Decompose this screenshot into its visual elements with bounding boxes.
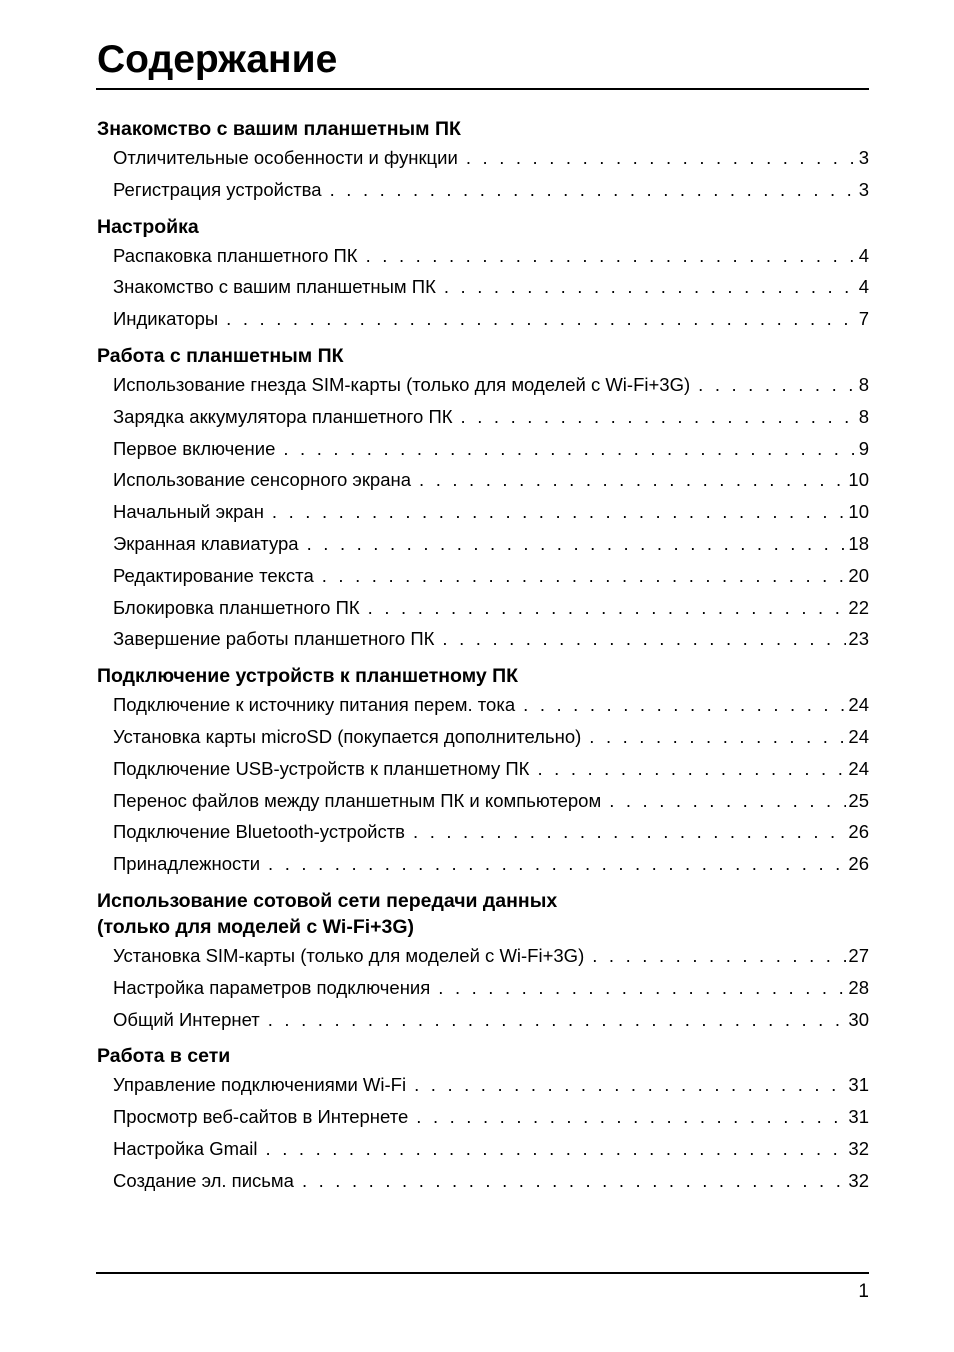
toc-entry-page: 31 [848,1106,869,1128]
dot-leader [416,1101,846,1133]
toc-entry-page: 31 [848,1074,869,1096]
section-heading-line: Знакомство с вашим планшетным ПК [97,118,461,140]
toc-entry[interactable] [97,689,869,721]
toc-entry-page: 3 [858,147,869,168]
toc-entry-title: Подключение USB-устройств к планшетному ПК [113,757,530,779]
toc-section [97,116,869,206]
toc-entry-page: 3 [858,178,869,200]
section-heading [97,663,869,689]
toc-entry[interactable] [97,623,869,655]
toc-entry[interactable] [97,592,869,624]
dot-leader [466,142,857,174]
toc-section [97,214,869,335]
toc-entry-title: Создание эл. письма [113,1169,294,1191]
toc-entry-page: 7 [858,308,869,330]
toc-entry[interactable] [97,1004,869,1036]
toc-entry[interactable] [97,848,869,880]
section-heading [97,888,869,940]
toc-entry[interactable] [97,785,869,817]
toc-entry-title: Использование сенсорного экрана [113,469,412,491]
toc-entry-page: 4 [858,244,869,266]
section-heading [97,116,869,142]
toc-entry-title: Завершение работы планшетного ПК [113,628,435,650]
toc-section [97,663,869,880]
dot-leader [438,972,846,1004]
toc-entry-title: Просмотр веб-сайтов в Интернете [113,1106,409,1128]
toc-section [97,343,869,655]
toc-entry[interactable] [97,464,869,496]
dot-leader [266,1133,847,1165]
dot-leader [268,848,846,880]
toc-entry-page: 9 [858,437,869,459]
dot-leader [442,623,846,655]
toc-entry-page: 10 [848,469,869,491]
toc-entry[interactable] [97,174,869,206]
title-divider [96,88,869,90]
dot-leader [461,401,857,433]
toc-entry-title: Установка карты microSD (покупается дополнительно) [113,725,582,747]
footer-divider [96,1272,869,1274]
toc-entry-page: 27 [848,944,869,966]
section-heading-line: Работа с планшетным ПК [97,344,344,367]
toc-entry[interactable] [97,721,869,753]
toc-entry-title: Редактирование текста [113,564,314,586]
toc-entry-page: 30 [848,1008,869,1030]
dot-leader [609,785,846,817]
toc-entry[interactable] [97,972,869,1004]
toc-entry[interactable] [97,1101,869,1133]
toc-entry-page: 22 [848,596,869,618]
toc-entry-title: Знакомство с вашим планшетным ПК [113,276,436,298]
toc-entry-title: Блокировка планшетного ПК [113,596,360,618]
dot-leader [330,174,857,206]
toc-entry[interactable] [97,560,869,592]
toc-entry[interactable] [97,271,869,303]
toc-entry[interactable] [97,369,869,401]
page-number: 1 [858,1281,869,1302]
toc-entry-page: 8 [858,405,869,427]
dot-leader [444,271,857,303]
dot-leader [592,940,846,972]
section-heading-line: Использование сотовой сети передачи данных [97,889,558,912]
dot-leader [366,240,857,272]
toc-entry-title: Экранная клавиатура [113,532,299,554]
toc-entry[interactable] [97,816,869,848]
toc-entry[interactable] [97,1165,869,1197]
dot-leader [322,560,847,592]
toc-entry-page: 25 [848,789,869,811]
section-heading [97,214,869,240]
section-heading-line: Работа в сети [97,1045,231,1068]
toc-entry-page: 20 [848,564,869,586]
toc-entry-title: Регистрация устройства [113,178,322,200]
toc-entry-page: 24 [848,694,869,716]
toc-entry-page: 10 [848,501,869,523]
toc-entry-page: 8 [858,373,869,395]
toc-entry-title: Распаковка планшетного ПК [113,244,358,266]
toc-entry-page: 24 [848,757,869,779]
toc-entry-title: Настройка параметров подключения [113,976,431,998]
toc-entry-title: Индикаторы [113,308,219,330]
dot-leader [368,592,847,624]
toc-entry-title: Управление подключениями Wi-Fi [113,1074,407,1096]
toc-entry[interactable] [97,240,869,272]
toc-entry-title: Начальный экран [113,501,264,523]
toc-entry-page: 28 [848,976,869,998]
dot-leader [268,1004,847,1036]
toc-entry[interactable] [97,496,869,528]
toc-entry-title: Подключение к источнику питания перем. тока [113,694,516,716]
toc-entry[interactable] [97,940,869,972]
toc-entry[interactable] [97,433,869,465]
dot-leader [414,1069,846,1101]
section-heading-line: (только для моделей с Wi-Fi+3G) [97,915,415,938]
toc-entry-page: 26 [848,821,869,843]
dot-leader [698,369,857,401]
toc-entry-title: Принадлежности [113,853,261,875]
dot-leader [226,303,857,335]
toc-entry-title: Отличительные особенности и функции [113,147,458,168]
dot-leader [283,433,856,465]
dot-leader [589,721,846,753]
toc-entry[interactable] [97,142,869,174]
toc-entry-title: Установка SIM-карты (только для моделей с Wi-Fi+3G) [113,944,585,966]
dot-leader [307,528,847,560]
section-heading [97,343,869,369]
toc-entry-title: Общий Интернет [113,1008,260,1030]
toc-section [97,888,869,1035]
dot-leader [413,816,846,848]
toc-entry[interactable] [97,303,869,335]
section-heading-line: Подключение устройств к планшетному ПК [97,665,519,688]
dot-leader [523,689,846,721]
toc-entry-page: 32 [848,1137,869,1159]
toc-entry[interactable] [97,1133,869,1165]
section-heading-line: Настройка [97,215,199,238]
toc-section [97,1043,869,1196]
dot-leader [537,753,846,785]
toc-entry-page: 4 [858,276,869,298]
toc-entry[interactable] [97,1069,869,1101]
dot-leader [272,496,847,528]
toc-entry-title: Настройка Gmail [113,1137,258,1159]
page-title: Содержание [97,38,338,81]
toc-entry-title: Первое включение [113,437,276,459]
toc-entry[interactable] [97,401,869,433]
table-of-contents [97,116,869,1205]
dot-leader [302,1165,846,1197]
toc-entry-title: Использование гнезда SIM-карты (только для моделей с Wi-Fi+3G) [113,373,691,395]
section-heading [97,1043,869,1069]
toc-entry[interactable] [97,528,869,560]
toc-entry-page: 24 [848,725,869,747]
toc-entry-title: Подключение Bluetooth-устройств [113,821,406,843]
toc-entry-title: Перенос файлов между планшетным ПК и компьютером [113,789,602,811]
toc-entry-title: Зарядка аккумулятора планшетного ПК [113,405,453,427]
toc-entry[interactable] [97,753,869,785]
toc-entry-page: 32 [848,1169,869,1191]
toc-entry-page: 26 [848,853,869,875]
toc-entry-page: 18 [848,532,869,554]
dot-leader [419,464,846,496]
toc-entry-page: 23 [848,628,869,650]
